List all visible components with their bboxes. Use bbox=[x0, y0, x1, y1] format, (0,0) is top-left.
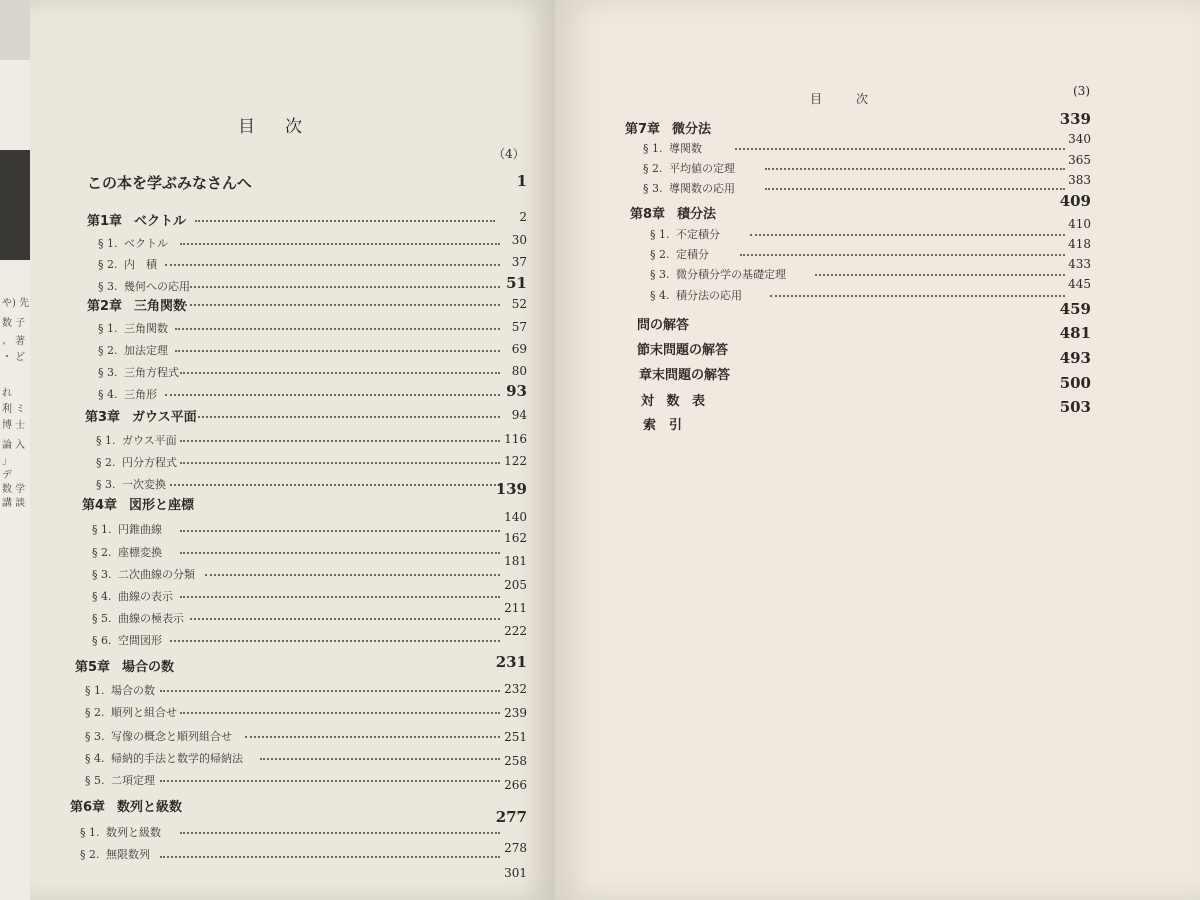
dot-leader bbox=[165, 264, 500, 266]
toc-page-number: 258 bbox=[504, 754, 527, 768]
chapter-heading: 第8章 積分法 bbox=[630, 207, 717, 222]
portrait-photo-fragment bbox=[0, 150, 30, 260]
toc-page-number: 278 bbox=[504, 841, 527, 855]
toc-page-number: 139 bbox=[495, 480, 527, 498]
page-number: （4） bbox=[493, 147, 525, 161]
toc-page-number: 493 bbox=[1059, 349, 1091, 367]
dot-leader bbox=[190, 618, 500, 620]
toc-page-number: 266 bbox=[504, 778, 527, 792]
toc-section: § 4. 積分法の応用 bbox=[650, 289, 742, 302]
dot-leader bbox=[180, 440, 500, 442]
dot-leader bbox=[185, 304, 500, 306]
right-page bbox=[555, 0, 1200, 900]
dot-leader bbox=[190, 286, 500, 288]
toc-page-number: 418 bbox=[1068, 237, 1091, 251]
dot-leader bbox=[180, 552, 500, 554]
toc-page-number: 57 bbox=[511, 320, 527, 334]
dot-leader bbox=[180, 596, 500, 598]
toc-page-number: 222 bbox=[504, 624, 527, 638]
toc-section: § 4. 三角形 bbox=[98, 388, 157, 401]
toc-section: § 1. 不定積分 bbox=[650, 228, 720, 241]
toc-page-number: 340 bbox=[1068, 132, 1091, 146]
toc-section: § 4. 帰納的手法と数学的帰納法 bbox=[85, 752, 243, 765]
chapter-heading: 第1章 ベクトル bbox=[87, 214, 187, 229]
dot-leader bbox=[205, 574, 500, 576]
toc-front-entry: この本を学ぶみなさんへ bbox=[87, 174, 252, 192]
toc-section: § 5. 二項定理 bbox=[85, 774, 155, 787]
edge-text-line: デ bbox=[2, 470, 12, 481]
dot-leader bbox=[765, 188, 1065, 190]
toc-section: § 1. 数列と級数 bbox=[80, 826, 161, 839]
dot-leader bbox=[735, 148, 1065, 150]
edge-text-line: 数 学 bbox=[2, 484, 26, 495]
left-page bbox=[30, 0, 555, 900]
toc-page-number: 409 bbox=[1059, 192, 1091, 210]
dot-leader bbox=[175, 350, 500, 352]
dot-leader bbox=[165, 394, 500, 396]
toc-section: § 3. 二次曲線の分類 bbox=[92, 568, 195, 581]
dot-leader bbox=[260, 758, 500, 760]
toc-section: § 2. 無限数列 bbox=[80, 848, 150, 861]
toc-page-number: 239 bbox=[504, 706, 527, 720]
toc-section: § 3. 三角方程式 bbox=[98, 366, 179, 379]
toc-page-number: 445 bbox=[1068, 277, 1091, 291]
toc-back-entry: 章末問題の解答 bbox=[639, 368, 731, 383]
toc-section: § 2. 定積分 bbox=[650, 248, 709, 261]
toc-back-entry: 節末問題の解答 bbox=[637, 343, 729, 358]
page-title: 目次 bbox=[238, 117, 332, 137]
toc-section: § 6. 空間図形 bbox=[92, 634, 162, 647]
toc-page-number: 162 bbox=[504, 531, 527, 545]
toc-page-number: 410 bbox=[1068, 217, 1091, 231]
toc-page-number: 211 bbox=[504, 601, 527, 615]
page-number: (3) bbox=[1073, 84, 1090, 98]
toc-section: § 4. 曲線の表示 bbox=[92, 590, 173, 603]
chapter-heading: 第6章 数列と級数 bbox=[70, 800, 183, 815]
toc-section: § 3. 写像の概念と順列組合せ bbox=[85, 730, 232, 743]
toc-section: § 1. ガウス平面 bbox=[96, 434, 177, 447]
dot-leader bbox=[190, 416, 500, 418]
toc-page-number: 80 bbox=[511, 364, 527, 378]
toc-page-number: 52 bbox=[511, 297, 527, 311]
chapter-heading: 第7章 微分法 bbox=[625, 122, 712, 137]
edge-text-line: 」 bbox=[2, 456, 12, 467]
dot-leader bbox=[245, 736, 500, 738]
dot-leader bbox=[815, 274, 1065, 276]
toc-page-number: 433 bbox=[1068, 257, 1091, 271]
toc-section: § 2. 座標変換 bbox=[92, 546, 162, 559]
toc-page-number: 277 bbox=[495, 808, 527, 826]
dot-leader bbox=[160, 856, 500, 858]
toc-section: § 3. 微分積分学の基礎定理 bbox=[650, 268, 786, 281]
dot-leader bbox=[170, 484, 500, 486]
toc-section: § 2. 加法定理 bbox=[98, 344, 168, 357]
toc-page-number: 140 bbox=[504, 510, 527, 524]
toc-page-number: 459 bbox=[1059, 300, 1091, 318]
toc-page-number: 339 bbox=[1059, 110, 1091, 128]
toc-page-number: 93 bbox=[506, 382, 527, 400]
toc-back-entry: 対 数 表 bbox=[641, 394, 710, 409]
toc-section: § 2. 順列と組合せ bbox=[85, 706, 177, 719]
chapter-heading: 第3章 ガウス平面 bbox=[85, 410, 197, 425]
toc-page-number: 251 bbox=[504, 730, 527, 744]
edge-text-line: 講 談 bbox=[2, 498, 26, 509]
toc-page-number: 1 bbox=[516, 172, 527, 190]
dot-leader bbox=[180, 372, 500, 374]
toc-section: § 2. 内 積 bbox=[98, 258, 157, 271]
toc-page-number: 383 bbox=[1068, 173, 1091, 187]
dot-leader bbox=[195, 220, 495, 222]
toc-back-entry: 索 引 bbox=[643, 418, 683, 433]
toc-section: § 2. 円分方程式 bbox=[96, 456, 177, 469]
toc-section: § 1. 三角関数 bbox=[98, 322, 168, 335]
toc-page-number: 122 bbox=[504, 454, 527, 468]
toc-page-number: 481 bbox=[1059, 324, 1091, 342]
dot-leader bbox=[175, 328, 500, 330]
toc-section: § 1. ベクトル bbox=[98, 237, 168, 250]
toc-page-number: 301 bbox=[504, 866, 527, 880]
toc-page-number: 51 bbox=[506, 274, 527, 292]
toc-page-number: 69 bbox=[511, 342, 527, 356]
toc-section: § 1. 導関数 bbox=[643, 142, 702, 155]
edge-text-line: 利 ミ bbox=[2, 404, 26, 415]
toc-page-number: 503 bbox=[1059, 398, 1091, 416]
toc-page-number: 181 bbox=[504, 554, 527, 568]
dot-leader bbox=[160, 690, 500, 692]
toc-page-number: 500 bbox=[1059, 374, 1091, 392]
dot-leader bbox=[170, 640, 500, 642]
dot-leader bbox=[750, 234, 1065, 236]
toc-page-number: 94 bbox=[511, 408, 527, 422]
chapter-heading: 第4章 図形と座標 bbox=[82, 498, 195, 513]
edge-text-line: や) 先 bbox=[2, 298, 30, 309]
edge-text-line: 数 子 bbox=[2, 318, 26, 329]
running-header: 目次 bbox=[810, 92, 903, 106]
toc-page-number: 37 bbox=[511, 255, 527, 269]
toc-section: § 3. 一次変換 bbox=[96, 478, 166, 491]
toc-page-number: 232 bbox=[504, 682, 527, 696]
toc-page-number: 2 bbox=[519, 210, 527, 224]
dot-leader bbox=[180, 530, 500, 532]
dot-leader bbox=[160, 780, 500, 782]
edge-text-line: れ bbox=[2, 388, 12, 399]
edge-text-line: 博 士 bbox=[2, 420, 26, 431]
dot-leader bbox=[770, 295, 1065, 297]
dot-leader bbox=[765, 168, 1065, 170]
edge-text-line: 、 著 bbox=[2, 336, 26, 347]
dot-leader bbox=[180, 462, 500, 464]
chapter-heading: 第2章 三角関数 bbox=[87, 299, 187, 314]
dot-leader bbox=[740, 254, 1065, 256]
toc-page-number: 365 bbox=[1068, 153, 1091, 167]
toc-section: § 2. 平均値の定理 bbox=[643, 162, 735, 175]
toc-section: § 1. 場合の数 bbox=[85, 684, 155, 697]
chapter-heading: 第5章 場合の数 bbox=[75, 660, 175, 675]
toc-page-number: 116 bbox=[504, 432, 527, 446]
edge-text-line: 論 入 bbox=[2, 440, 26, 451]
dot-leader bbox=[180, 832, 500, 834]
toc-section: § 1. 円錐曲線 bbox=[92, 523, 162, 536]
toc-section: § 3. 導関数の応用 bbox=[643, 182, 735, 195]
toc-section: § 3. 幾何への応用 bbox=[98, 280, 190, 293]
toc-page-number: 30 bbox=[511, 233, 527, 247]
dot-leader bbox=[180, 243, 500, 245]
toc-page-number: 231 bbox=[495, 653, 527, 671]
toc-back-entry: 問の解答 bbox=[637, 318, 690, 333]
dot-leader bbox=[180, 712, 500, 714]
edge-text-line: ・ ど bbox=[2, 352, 26, 363]
toc-page-number: 205 bbox=[504, 578, 527, 592]
toc-section: § 5. 曲線の極表示 bbox=[92, 612, 184, 625]
